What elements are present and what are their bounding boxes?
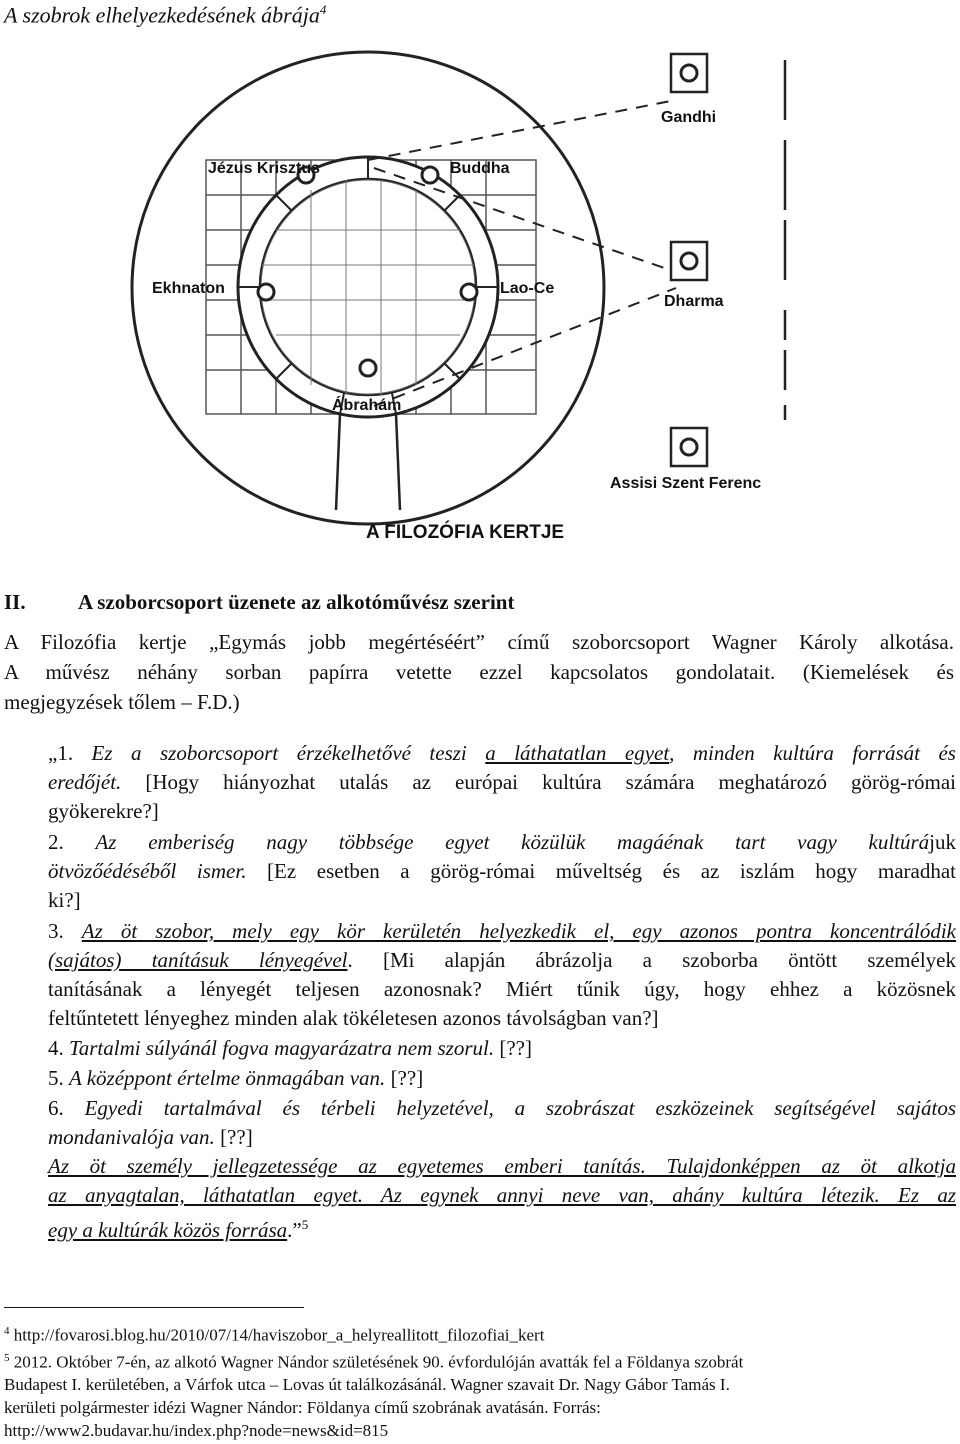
label-gandhi: Gandhi xyxy=(661,109,717,126)
section-number: II. xyxy=(4,590,26,614)
label-abraham: Ábrahám xyxy=(332,397,402,414)
intro-paragraph xyxy=(4,627,954,717)
item-1-line: eredőjét. [Hogy hiányozhat utalás az európai kultúra számára meghatározó görög-római xyxy=(48,770,956,794)
footnotes xyxy=(4,1320,954,1442)
item-4-line: 4. Tartalmi súlyánál fogva magyarázatra nem szorul. [??] xyxy=(48,1036,532,1060)
section-heading xyxy=(4,590,514,615)
item-1-line: gyökerekre?] xyxy=(48,799,159,823)
caption-footnote-ref[interactable]: 4 xyxy=(319,2,327,17)
item-2-line: 2. Az emberiség nagy többsége egyet közülük magáénak tart vagy kultúrájuk xyxy=(48,830,956,854)
quote-list xyxy=(4,739,957,1242)
footnote-4-link[interactable]: http://fovarosi.blog.hu/2010/07/14/haviszobor_a_helyreallitott_filozofiai_kert xyxy=(13,1325,545,1345)
intro-line: A művész néhány sorban papírra vetette ezzel kapcsolatos gondolatait. (Kiemelések és xyxy=(4,660,954,684)
label-laoce: Lao-Ce xyxy=(500,280,555,297)
label-jezus: Jézus Krisztus xyxy=(208,160,321,177)
closing-line: egy a kultúrák közös forrása.”$^5$ xyxy=(48,1217,309,1242)
entrance-path xyxy=(336,414,400,510)
label-ekhnaton: Ekhnaton xyxy=(152,280,225,297)
label-assisi: Assisi Szent Ferenc xyxy=(610,475,762,492)
statue-buddha xyxy=(422,167,438,183)
item-2-line: ki?] xyxy=(48,888,81,912)
item-3-line: feltűntetett lényeghez minden alak tökéletesen azonos távolságban van?] xyxy=(48,1006,659,1030)
statue-abraham xyxy=(360,360,376,376)
footnote-5-cont: kerületi polgármester idézi Wagner Nándor: Földanya című szobrának avatásán. Forrás: xyxy=(4,1398,601,1418)
footnote-5: $^5$ 2012. Október 7-én, az alkotó Wagner Nándor születésének 90. évfordulóján avatták fel a Földanya szobrát xyxy=(4,1351,744,1372)
item-1-line: „1. Ez a szoborcsoport érzékelhetővé teszi a láthatatlan egyet, minden kultúra forrását és xyxy=(48,741,956,765)
item-3-line: 3. Az öt szobor, mely egy kör kerületén helyezkedik el, egy azonos pontra koncentrálódik xyxy=(48,919,956,943)
figure-caption xyxy=(4,2,326,28)
label-buddha: Buddha xyxy=(450,160,510,177)
footnote-5-cont: Budapest I. kerületében, a Várfok utca – Lovas út találkozásánál. Wagner szavait Dr. Nagy Gábor Tamás I. xyxy=(4,1375,730,1395)
footnote-ref-5[interactable]: 5 xyxy=(301,1217,309,1232)
footnote-5-link[interactable]: http://www2.budavar.hu/index.php?node=news&id=815 xyxy=(4,1421,389,1441)
closing-line: az anyagtalan, láthatatlan egyet. Az egynek annyi neve van, ahány kultúra létezik. Ez az xyxy=(48,1183,956,1207)
label-dharma: Dharma xyxy=(664,293,724,310)
footnote-separator xyxy=(4,1307,304,1308)
statue-ekhnaton xyxy=(258,284,274,300)
garden-diagram xyxy=(130,40,810,560)
statue-laoce xyxy=(461,284,477,300)
footnote-4: $^4$ http://fovarosi.blog.hu/2010/07/14/haviszobor_a_helyreallitott_filozofiai_kert xyxy=(4,1325,545,1345)
item-6-line: 6. Egyedi tartalmával és térbeli helyzetével, a szobrászat eszközeinek segítségével sajátos xyxy=(48,1096,956,1120)
section-title: A szoborcsoport üzenete az alkotóművész szerint xyxy=(78,590,515,614)
item-6-line: mondanivalója van. [??] xyxy=(48,1125,253,1149)
item-2-line: ötvözőédéséből ismer. [Ez esetben a görög-római műveltség és az iszlám hogy maradhat xyxy=(48,859,957,883)
intro-line: A Filozófia kertje „Egymás jobb megértéséért” című szoborcsoport Wagner Károly alkotása. xyxy=(4,630,954,654)
diagram-title: A FILOZÓFIA KERTJE xyxy=(366,522,565,543)
intro-line: megjegyzések tőlem – F.D.) xyxy=(4,690,240,714)
item-3-line: (sajátos) tanításuk lényegével. [Mi alapján ábrázolja a szoborba öntött személyek xyxy=(48,948,956,972)
item-5-line: 5. A középpont értelme önmagában van. [??] xyxy=(48,1066,424,1090)
closing-line: Az öt személy jellegzetessége az egyetemes emberi tanítás. Tulajdonképpen az öt alkotja xyxy=(48,1154,956,1178)
caption-text: A szobrok elhelyezkedésének ábrája xyxy=(4,2,320,28)
item-3-line: tanításának a lényegét teljesen azonosnak? Miért tűnik úgy, hogy ehhez a közösnek xyxy=(48,977,956,1001)
